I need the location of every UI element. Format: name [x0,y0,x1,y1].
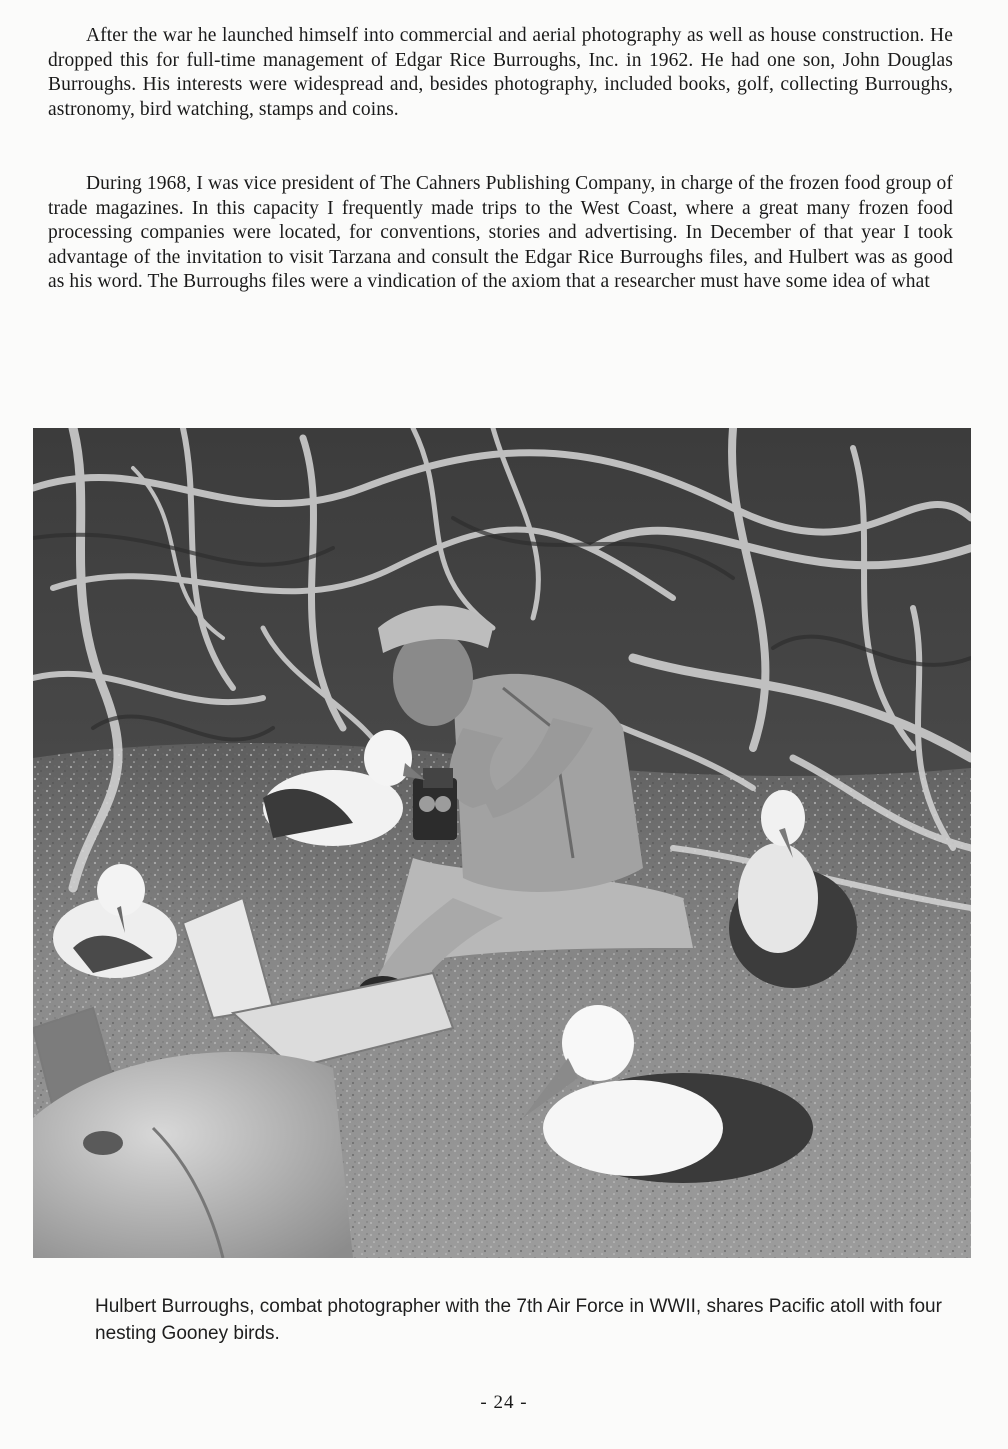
body-paragraph-1: After the war he launched himself into commercial and aerial photography as well as house construction. He dropped this for full-time management of Edgar Rice Burroughs, Inc. in 1962. He had one son, John Douglas Burroughs. His interests were widespread and, besides photography, included books, golf, collecting Burroughs, astronomy, bird watching, stamps and coins. [48,25,953,120]
photograph-illustration [33,428,971,1258]
body-paragraph-2: During 1968, I was vice president of The Cahners Publishing Company, in charge of the frozen food group of trade magazines. In this capacity I frequently made trips to the West Coast, where a great many frozen food processing companies were located, for conventions, stories and advertising. In December of that year I took advantage of the invitation to visit Tarzana and consult the Edgar Rice Burroughs files, and Hulbert was as good as his word. The Burroughs files were a vindication of the axiom that a researcher must have some idea of what [48,173,953,292]
photo-caption: Hulbert Burroughs, combat photographer with the 7th Air Force in WWII, shares Pacific atoll with four nesting Gooney birds. [95,1296,942,1344]
page-number: - 24 - [480,1392,528,1413]
photograph [33,428,971,1258]
